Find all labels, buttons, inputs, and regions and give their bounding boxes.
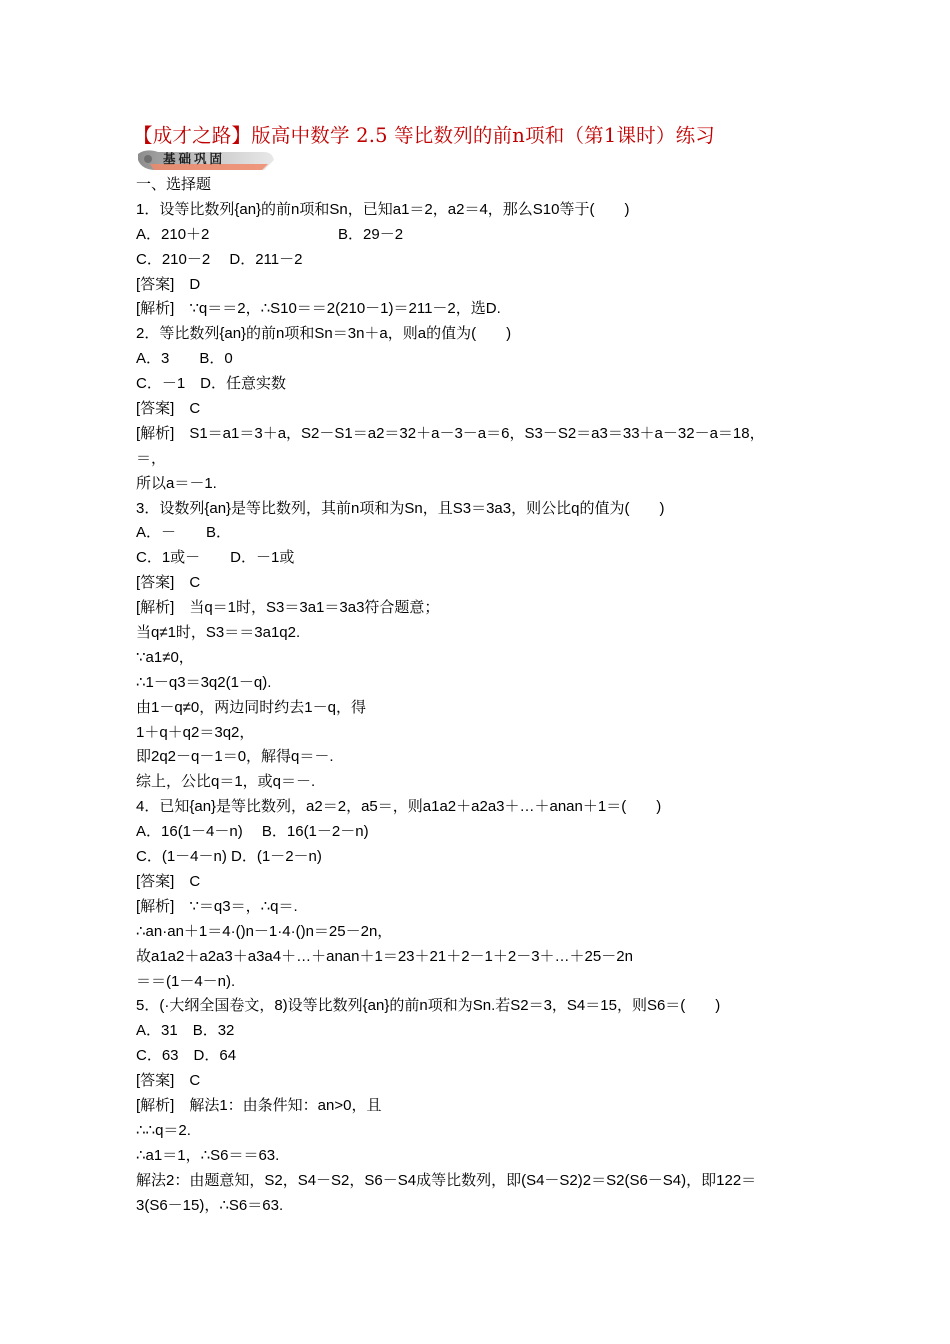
question-2: 2．等比数列{an}的前n项和Sn＝3n＋a，则a的值为( ) bbox=[136, 325, 512, 343]
analysis-2-cont: ＝， bbox=[136, 449, 167, 467]
answer-2: [答案] C bbox=[136, 400, 201, 418]
analysis-3-cont: 当q≠1时，S3＝＝3a1q2. bbox=[136, 624, 301, 642]
question-1: 1．设等比数列{an}的前n项和Sn，已知a1＝2，a2＝4，那么S10等于( ) bbox=[136, 200, 630, 218]
analysis-5: [解析] 解法1：由条件知：an>0，且 bbox=[136, 1096, 382, 1114]
question-4-options-cd: C．(1－4－n) D．(1－2－n) bbox=[136, 848, 322, 866]
answer-4: [答案] C bbox=[136, 872, 201, 890]
analysis-3-cont: 由1－q≠0，两边同时约去1－q，得 bbox=[136, 698, 366, 716]
question-2-options-ab: A．3 B．0 bbox=[136, 350, 233, 368]
analysis-5-method-2: 解法2：由题意知，S2，S4－S2，S6－S4成等比数列，即(S4－S2)2＝S2(S6－S4)，即122＝ bbox=[136, 1171, 757, 1189]
analysis-5-method-2-cont: 3(S6－15)，∴S6＝63. bbox=[136, 1196, 284, 1214]
question-5-options-cd: C．63 D．64 bbox=[136, 1047, 237, 1065]
page-title: 【成才之路】版高中数学 2.5 等比数列的前n项和（第1课时）练习 bbox=[133, 124, 715, 147]
analysis-3-cont: 即2q2－q－1＝0，解得q＝－. bbox=[136, 748, 334, 766]
answer-3: [答案] C bbox=[136, 574, 201, 592]
analysis-4-cont: 故a1a2＋a2a3＋a3a4＋…＋anan＋1＝23＋21＋2－1＋2－3＋…＋25－2n bbox=[136, 947, 633, 965]
analysis-3-cont: 综上，公比q＝1，或q＝－. bbox=[136, 773, 316, 791]
question-4: 4．已知{an}是等比数列，a2＝2，a5＝，则a1a2＋a2a3＋…＋anan＋1＝( ) bbox=[136, 798, 662, 816]
question-3-options-cd: C．1或－ D．－1或 bbox=[136, 549, 295, 567]
analysis-4-cont: ∴an·an＋1＝4·()n－1·4·()n＝25－2n， bbox=[136, 922, 393, 940]
document-body bbox=[136, 173, 816, 1218]
analysis-5-cont: ∴∴q＝2. bbox=[136, 1121, 191, 1139]
answer-1: [答案] D bbox=[136, 275, 201, 293]
analysis-3: [解析] 当q＝1时，S3＝3a1＝3a3符合题意； bbox=[136, 599, 440, 617]
question-5: 5．(·大纲全国卷文，8)设等比数列{an}的前n项和为Sn.若S2＝3，S4＝15，则S6＝( ) bbox=[136, 997, 721, 1015]
option-a: A．210＋2 bbox=[136, 225, 210, 243]
analysis-1: [解析] ∵q＝＝2，∴S10＝＝2(210－1)＝211－2，选D. bbox=[136, 300, 501, 318]
question-3: 3．设数列{an}是等比数列，其前n项和为Sn，且S3＝3a3，则公比q的值为( ) bbox=[136, 499, 665, 517]
analysis-2-cont: 所以a＝－1. bbox=[136, 474, 217, 492]
analysis-3-cont: ∵a1≠0， bbox=[136, 648, 194, 666]
question-4-options-ab: A．16(1－4－n) B．16(1－2－n) bbox=[136, 823, 369, 841]
section-badge bbox=[136, 146, 276, 174]
question-1-options-cd: C．210－2 D．211－2 bbox=[136, 250, 303, 268]
analysis-5-cont: ∴a1＝1，∴S6＝＝63. bbox=[136, 1146, 280, 1164]
analysis-3-cont: ∴1－q3＝3q2(1－q). bbox=[136, 673, 272, 691]
answer-5: [答案] C bbox=[136, 1072, 201, 1090]
badge-label: 基础巩固 bbox=[163, 151, 226, 166]
option-b: B．29－2 bbox=[338, 225, 404, 243]
analysis-4: [解析] ∵＝q3＝，∴q＝. bbox=[136, 897, 298, 915]
question-3-options-ab: A．－ B． bbox=[136, 524, 232, 542]
question-2-options-cd: C．－1 D．任意实数 bbox=[136, 375, 287, 393]
question-1-options-ab bbox=[136, 223, 816, 248]
question-5-options-ab: A．31 B．32 bbox=[136, 1022, 235, 1040]
analysis-3-cont: 1＋q＋q2＝3q2， bbox=[136, 723, 255, 741]
analysis-2: [解析] S1＝a1＝3＋a，S2－S1＝a2＝32＋a－3－a＝6，S3－S2＝a3＝33＋a－32－a＝18， bbox=[136, 424, 765, 442]
section-heading: 一、选择题 bbox=[136, 176, 212, 193]
analysis-4-cont: ＝＝(1－4－n). bbox=[136, 972, 236, 990]
